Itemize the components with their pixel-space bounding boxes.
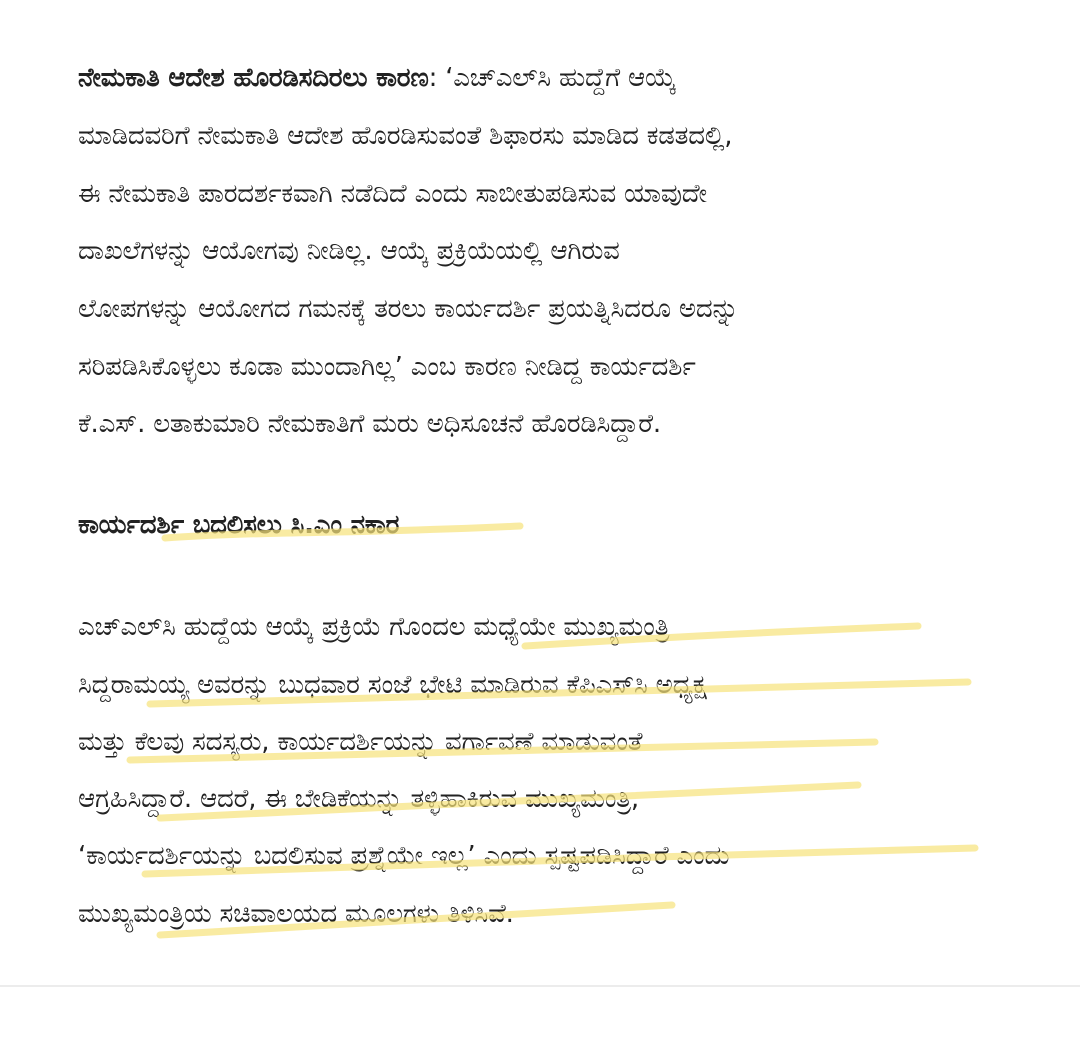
paragraph-1-line-4: ದಾಖಲೆಗಳನ್ನು ಆಯೋಗವು ನೀಡಿಲ್ಲ. ಆಯ್ಕೆ ಪ್ರಕ್ರಿಯೆಯಲ್ಲಿ ಆಗಿರುವ: [78, 236, 620, 266]
paragraph-1-line-6: ಸರಿಪಡಿಸಿಕೊಳ್ಳಲು ಕೂಡಾ ಮುಂದಾಗಿಲ್ಲ’ ಎಂಬ ಕಾರಣ ನೀಡಿದ್ದ ಕಾರ್ಯದರ್ಶಿ: [78, 352, 696, 382]
paragraph-1-line-3: ಈ ನೇಮಕಾತಿ ಪಾರದರ್ಶಕವಾಗಿ ನಡೆದಿದೆ ಎಂದು ಸಾಬೀತುಪಡಿಸುವ ಯಾವುದೇ: [78, 179, 707, 209]
paragraph-2-line-2: ಸಿದ್ದರಾಮಯ್ಯ ಅವರನ್ನು ಬುಧವಾರ ಸಂಜೆ ಭೇಟಿ ಮಾಡಿರುವ ಕೆಪಿಎಸ್‌ಸಿ ಅಧ್ಯಕ್ಷ: [78, 670, 707, 700]
paragraph-2-line-6: ಮುಖ್ಯಮಂತ್ರಿಯ ಸಚಿವಾಲಯದ ಮೂಲಗಳು ತಿಳಿಸಿವೆ.: [78, 899, 514, 929]
paragraph-1-line-2: ಮಾಡಿದವರಿಗೆ ನೇಮಕಾತಿ ಆದೇಶ ಹೊರಡಿಸುವಂತೆ ಶಿಫಾರಸು ಮಾಡಿದ ಕಡತದಲ್ಲಿ,: [78, 121, 733, 151]
paragraph-1-line-5: ಲೋಪಗಳನ್ನು ಆಯೋಗದ ಗಮನಕ್ಕೆ ತರಲು ಕಾರ್ಯದರ್ಶಿ ಪ್ರಯತ್ನಿಸಿದರೂ ಅದನ್ನು: [78, 294, 739, 324]
page-bottom-area: [0, 987, 1080, 1039]
section-heading: ಕಾರ್ಯದರ್ಶಿ ಬದಲಿಸಲು ಸಿ.ಎಂ ನಕಾರ: [78, 510, 400, 540]
paragraph-1-inline-heading: ನೇಮಕಾತಿ ಆದೇಶ ಹೊರಡಿಸದಿರಲು ಕಾರಣ: [78, 63, 429, 93]
paragraph-2-line-3: ಮತ್ತು ಕೆಲವು ಸದಸ್ಯರು, ಕಾರ್ಯದರ್ಶಿಯನ್ನು ವರ್ಗಾವಣೆ ಮಾಡುವಂತೆ: [78, 727, 643, 757]
paragraph-1-line-1: [78, 58, 676, 98]
paragraph-2-line-5: ‘ಕಾರ್ಯದರ್ಶಿಯನ್ನು ಬದಲಿಸುವ ಪ್ರಶ್ನೆಯೇ ಇಲ್ಲ’ ಎಂದು ಸ್ಪಷ್ಟಪಡಿಸಿದ್ದಾರೆ ಎಂದು: [78, 841, 730, 871]
paragraph-1-line-1-text: : ‘ಎಚ್‌ಎಲ್‌ಸಿ ಹುದ್ದೆಗೆ ಆಯ್ಕೆ: [428, 63, 677, 93]
paragraph-2-line-4: ಆಗ್ರಹಿಸಿದ್ದಾರೆ. ಆದರೆ, ಈ ಬೇಡಿಕೆಯನ್ನು ತಳ್ಳಿಹಾಕಿರುವ ಮುಖ್ಯಮಂತ್ರಿ,: [78, 784, 639, 814]
paragraph-2-line-1: ಎಚ್‌ಎಲ್‌ಸಿ ಹುದ್ದೆಯ ಆಯ್ಕೆ ಪ್ರಕ್ರಿಯೆ ಗೊಂದಲ ಮಧ್ಯೆಯೇ ಮುಖ್ಯಮಂತ್ರಿ: [78, 612, 670, 642]
paragraph-1-line-7: ಕೆ.ಎಸ್. ಲತಾಕುಮಾರಿ ನೇಮಕಾತಿಗೆ ಮರು ಅಧಿಸೂಚನೆ ಹೊರಡಿಸಿದ್ದಾರೆ.: [78, 409, 661, 439]
